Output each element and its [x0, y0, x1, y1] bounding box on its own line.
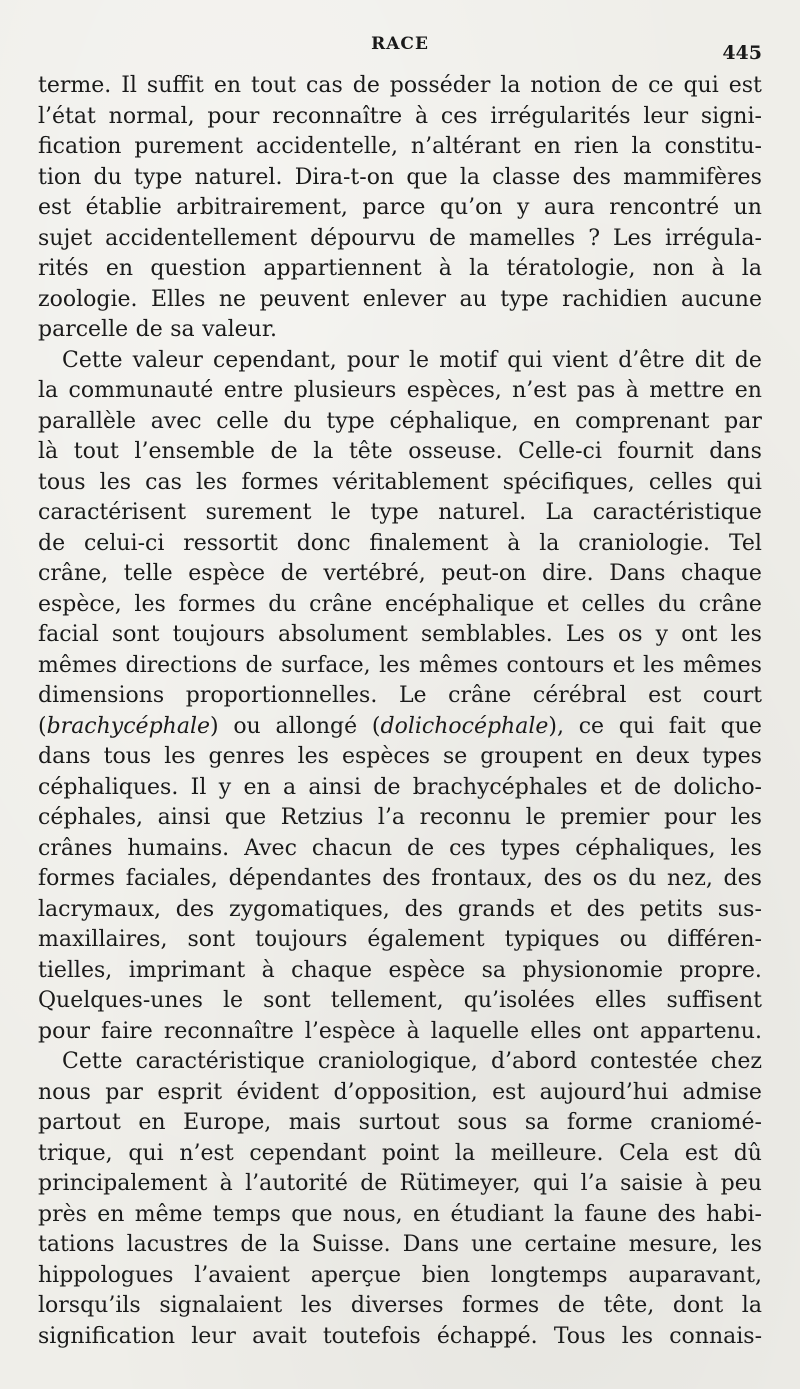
text-line: tielles, imprimant à chaque espèce sa physionomie propre.	[38, 957, 762, 983]
text-line: l’état normal, pour reconnaître à ces irrégularités leur signi-	[38, 103, 762, 129]
text-line: formes faciales, dépendantes des frontaux, des os du nez, des	[38, 866, 762, 891]
text-line: la communauté entre plusieurs espèces, n’est pas à mettre en	[38, 378, 762, 403]
text-line: maxillaires, sont toujours également typiques ou différen-	[38, 927, 762, 952]
text-line: Cette caractéristique craniologique, d’abord contestée chez	[62, 1049, 762, 1074]
text-line: céphaliques. Il y en a ainsi de brachycéphales et de dolicho-	[38, 774, 762, 800]
running-head	[38, 30, 762, 64]
text-line: zoologie. Elles ne peuvent enlever au type rachidien aucune	[38, 286, 762, 312]
text-line: terme. Il suffit en tout cas de posséder la notion de ce qui est	[38, 73, 762, 98]
text-line: tations lacustres de la Suisse. Dans une certaine mesure, les	[38, 1232, 762, 1257]
text-line: (brachycéphale) ou allongé (dolichocéphale), ce qui fait que	[38, 713, 762, 739]
text-line: céphales, ainsi que Retzius l’a reconnu le premier pour les	[38, 805, 762, 830]
text-line: signification leur avait toutefois échappé. Tous les connais-	[38, 1323, 762, 1349]
text-line: pour faire reconnaître l’espèce à laquelle elles ont appartenu.	[38, 1018, 762, 1044]
text-line: trique, qui n’est cependant point la meilleure. Cela est dû	[38, 1140, 762, 1166]
text-line: lacrymaux, des zygomatiques, des grands et des petits sus-	[38, 896, 762, 922]
text-line: près en même temps que nous, en étudiant la faune des habi-	[38, 1201, 762, 1227]
text-line: Quelques-unes le sont tellement, qu’isolées elles suffisent	[38, 988, 762, 1013]
text-line: rités en question appartiennent à la tératologie, non à la	[38, 256, 762, 281]
text-line: parcelle de sa valeur.	[38, 317, 277, 342]
text-line: parallèle avec celle du type céphalique, en comprenant par	[38, 408, 762, 434]
text-line: crânes humains. Avec chacun de ces types céphaliques, les	[38, 835, 762, 861]
text-line: fication purement accidentelle, n’altérant en rien la constitu-	[38, 134, 762, 159]
text-line: de celui-ci ressortit donc finalement à la craniologie. Tel	[38, 530, 762, 556]
text-line: dimensions proportionnelles. Le crâne cérébral est court	[38, 683, 762, 708]
text-line: mêmes directions de surface, les mêmes contours et les mêmes	[38, 652, 762, 678]
body-text	[38, 71, 762, 1352]
text-line: Cette valeur cependant, pour le motif qui vient d’être dit de	[62, 347, 762, 373]
text-line: est établie arbitrairement, parce qu’on y aura rencontré un	[38, 195, 762, 220]
text-line: lorsqu’ils signalaient les diverses formes de tête, dont la	[38, 1293, 762, 1318]
page-number: 445	[722, 42, 762, 64]
text-line: espèce, les formes du crâne encéphalique et celles du crâne	[38, 591, 762, 617]
text-line: caractérisent surement le type naturel. La caractéristique	[38, 500, 762, 525]
running-title: RACE	[371, 34, 429, 54]
text-line: partout en Europe, mais surtout sous sa forme craniomé-	[38, 1110, 762, 1135]
text-line: tous les cas les formes véritablement spécifiques, celles qui	[38, 469, 762, 495]
text-line: là tout l’ensemble de la tête osseuse. Celle-ci fournit dans	[38, 439, 762, 464]
text-line: tion du type naturel. Dira-t-on que la classe des mammifères	[38, 164, 762, 190]
text-line: dans tous les genres les espèces se groupent en deux types	[38, 744, 762, 769]
text-line: hippologues l’avaient aperçue bien longtemps auparavant,	[38, 1262, 762, 1288]
text-line: nous par esprit évident d’opposition, est aujourd’hui admise	[38, 1079, 762, 1105]
text-line: crâne, telle espèce de vertébré, peut-on dire. Dans chaque	[38, 561, 762, 586]
text-line: facial sont toujours absolument semblables. Les os y ont les	[38, 622, 762, 647]
text-line: principalement à l’autorité de Rütimeyer, qui l’a saisie à peu	[38, 1171, 762, 1196]
text-line: sujet accidentellement dépourvu de mamelles ? Les irrégula-	[38, 225, 762, 251]
